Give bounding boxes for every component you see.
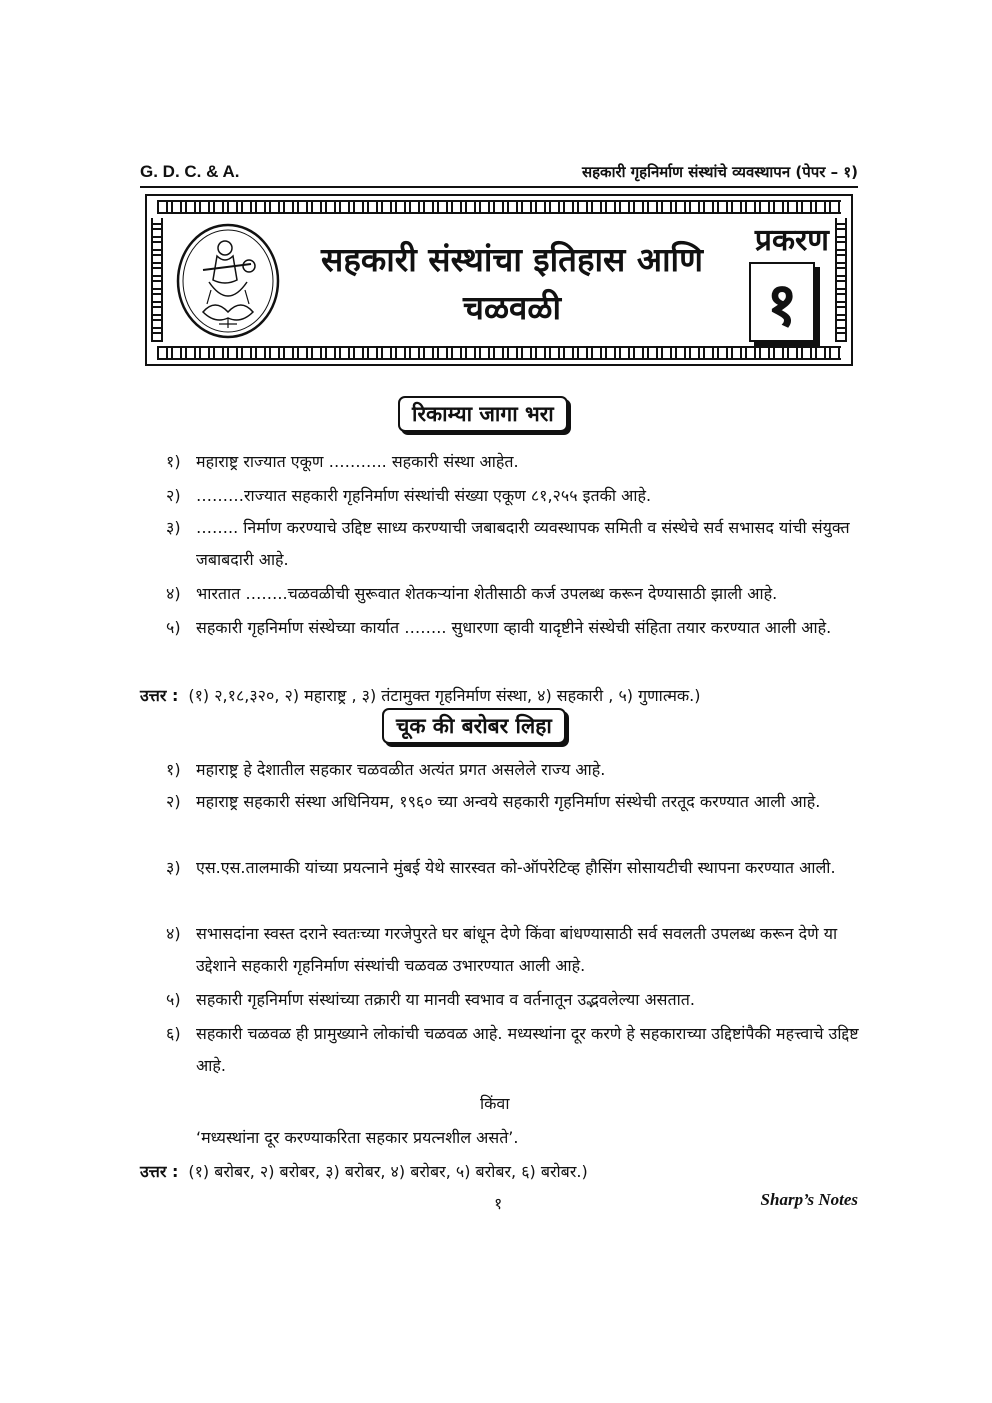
publisher-brand: Sharp’s Notes [760, 1190, 858, 1209]
answer-text: (१) २,१८,३२०, २) महाराष्ट्र , ३) तंटामुक्त गृहनिर्माण संस्था, ४) सहकारी , ५) गुणात्मक.) [188, 686, 701, 705]
fill-blanks-answer [140, 684, 701, 708]
chapter-number: १ [749, 262, 815, 342]
or-separator: किंवा [480, 1094, 510, 1113]
decorative-border-top [157, 200, 841, 214]
page-number: १ [494, 1194, 503, 1213]
item-text: …….. निर्माण करण्याचे उद्दिष्ट साध्य करण्याची जबाबदारी व्यवस्थापक समिती व संस्थेचे सर्व सभासद यांची संयुक्त जबाबदारी आहे. [196, 518, 850, 569]
chapter-title-line2: चळवळी [462, 288, 561, 327]
true-false-item [166, 754, 866, 786]
decorative-border-right [835, 218, 847, 342]
answer-label: उत्तर : [140, 686, 179, 705]
item-number: ५) [166, 990, 181, 1009]
item-number: ४) [166, 924, 181, 943]
publisher-code: G. D. C. & A. [140, 162, 240, 181]
true-false-answer [140, 1160, 588, 1184]
true-false-item [166, 1018, 866, 1082]
item-number: ३) [166, 518, 181, 537]
alternate-statement: ‘मध्यस्थांना दूर करण्याकरिता सहकार प्रयत्नशील असते’. [196, 1128, 519, 1147]
paper-title: सहकारी गृहनिर्माण संस्थांचे व्यवस्थापन (पेपर – १) [581, 163, 858, 181]
chapter-title-line1: सहकारी संस्थांचा इतिहास आणि [321, 240, 703, 279]
item-number: २) [166, 486, 181, 505]
item-number: ४) [166, 584, 181, 603]
true-false-item [166, 852, 866, 884]
true-false-item [166, 984, 866, 1016]
item-text: सहकारी गृहनिर्माण संस्थेच्या कार्यात …….. सुधारणा व्हावी यादृष्टीने संस्थेची संहिता तयार करण्यात आली आहे. [196, 618, 832, 637]
item-text: महाराष्ट्र हे देशातील सहकार चळवळीत अत्यंत प्रगत असलेले राज्य आहे. [196, 760, 606, 779]
item-text: सभासदांना स्वस्त दराने स्वतःच्या गरजेपुरते घर बांधून देणे किंवा बांधण्यासाठी सर्व सवलती उपलब्ध करून देणे या उद्देशाने सहकारी गृहनिर्माण संस्थांची चळवळ उभारण्यात आली आहे. [196, 924, 838, 975]
fill-blanks-heading: रिकाम्या जागा भरा [398, 396, 568, 432]
item-number: १) [166, 760, 181, 779]
fill-blank-item [166, 578, 866, 610]
item-number: १) [166, 452, 181, 471]
item-number: ३) [166, 858, 181, 877]
item-number: ६) [166, 1024, 181, 1043]
true-false-item [166, 786, 866, 818]
decorative-border-left [151, 218, 163, 342]
saraswati-emblem-icon [173, 220, 283, 342]
answer-label: उत्तर : [140, 1162, 179, 1181]
true-false-item [166, 918, 866, 982]
chapter-title [297, 236, 727, 332]
chapter-banner [145, 194, 853, 366]
item-text: ………राज्यात सहकारी गृहनिर्माण संस्थांची संख्या एकूण ८१,२५५ इतकी आहे. [196, 486, 652, 505]
item-text: सहकारी चळवळ ही प्रामुख्याने लोकांची चळवळ आहे. मध्यस्थांना दूर करणे हे सहकाराच्या उद्दिष्टांपैकी महत्त्वाचे उद्दिष्ट आहे. [196, 1024, 859, 1075]
item-text: महाराष्ट्र सहकारी संस्था अधिनियम, १९६० च्या अन्वये सहकारी गृहनिर्माण संस्थेची तरतूद करण्यात आली आहे. [196, 792, 821, 811]
answer-text: (१) बरोबर, २) बरोबर, ३) बरोबर, ४) बरोबर, ५) बरोबर, ६) बरोबर.) [188, 1162, 588, 1181]
page-header [140, 160, 858, 188]
decorative-border-bottom [157, 346, 841, 360]
item-text: भारतात ……..चळवळीची सुरूवात शेतकऱ्यांना शेतीसाठी कर्ज उपलब्ध करून देण्यासाठी झाली आहे. [196, 584, 778, 603]
item-number: ५) [166, 618, 181, 637]
true-false-heading: चूक की बरोबर लिहा [382, 708, 566, 744]
item-text: एस.एस.तालमाकी यांच्या प्रयत्नाने मुंबई येथे सारस्वत को-ऑपरेटिव्ह हौसिंग सोसायटीची स्थापना करण्यात आली. [196, 858, 836, 877]
fill-blank-item [166, 512, 866, 576]
item-number: २) [166, 792, 181, 811]
fill-blank-item [166, 446, 866, 478]
fill-blank-item [166, 480, 866, 512]
fill-blank-item [166, 612, 866, 644]
item-text: महाराष्ट्र राज्यात एकूण ……….. सहकारी संस्था आहेत. [196, 452, 519, 471]
chapter-label: प्रकरण [754, 223, 829, 258]
item-text: सहकारी गृहनिर्माण संस्थांच्या तक्रारी या मानवी स्वभाव व वर्तनातून उद्भवलेल्या असतात. [196, 990, 695, 1009]
